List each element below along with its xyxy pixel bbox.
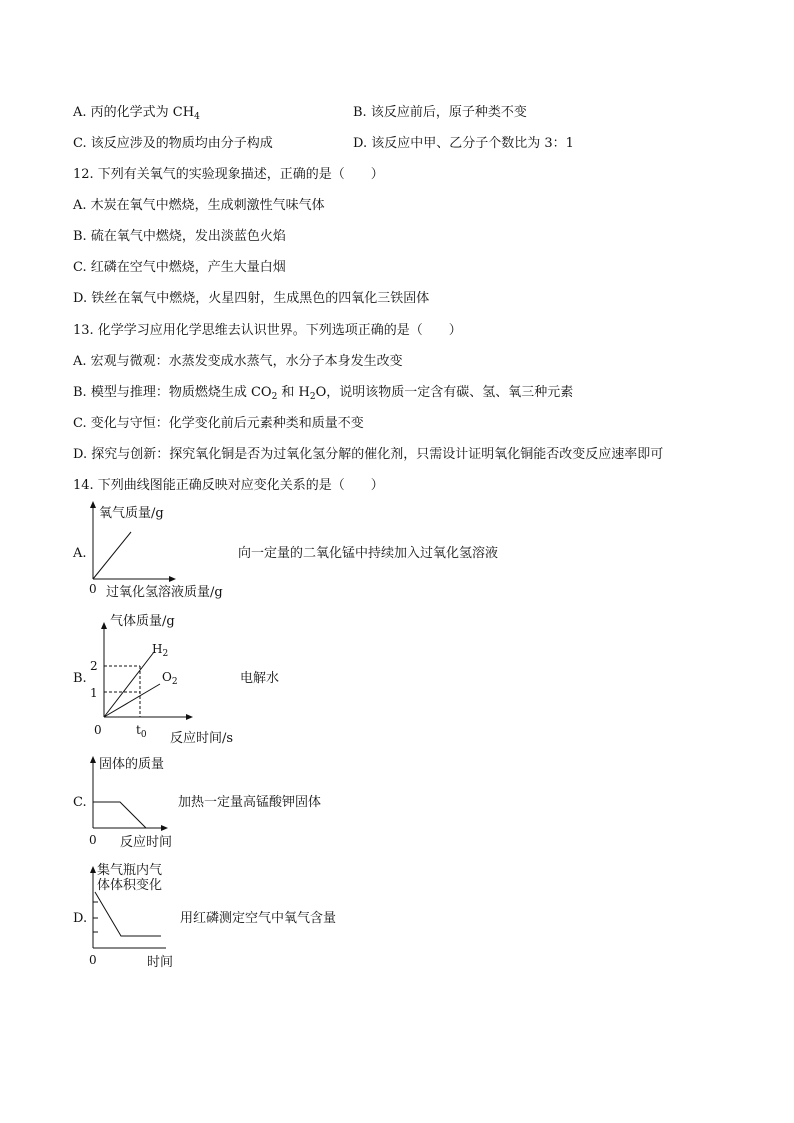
q14-stem: 14. 下列曲线图能正确反映对应变化关系的是（ ）: [73, 478, 384, 493]
x-tick-t0: $t_0$: [136, 723, 147, 740]
q13-option-b: B. 模型与推理：物质燃烧生成 $CO_2$ 和 $H_2O$，说明该物质一定含有碳、氢、氧三种元素: [73, 385, 574, 402]
origin-label: 0: [89, 953, 97, 967]
q14-option-a-graph: [84, 500, 254, 605]
y-axis-arrow: [90, 501, 96, 508]
q14-option-c-description: 加热一定量高锰酸钾固体: [178, 795, 322, 810]
q14-option-d-graph: [84, 858, 194, 973]
q14-option-a-letter: A.: [73, 546, 87, 561]
label-h2: $H_2$: [152, 642, 169, 659]
q14-option-b-graph: [84, 608, 254, 748]
x-axis-arrow: [169, 576, 176, 582]
y-axis-label: 固体的质量: [99, 757, 165, 772]
tick-1: 1: [90, 686, 98, 700]
q12-option-c: C. 红磷在空气中燃烧，产生大量白烟: [73, 260, 286, 275]
x-axis-arrow: [186, 714, 193, 720]
origin-label: 0: [94, 723, 102, 737]
y-axis-label: 氧气质量/g: [99, 506, 164, 521]
q14-option-c-letter: C.: [73, 795, 87, 810]
y-axis-label: 气体质量/g: [110, 614, 175, 629]
q14-option-b-description: 电解水: [240, 671, 280, 686]
origin-label: 0: [89, 833, 97, 847]
q14-option-a-description: 向一定量的二氧化锰中持续加入过氧化氢溶液: [238, 546, 499, 561]
q13-option-c: C. 变化与守恒：化学变化前后元素种类和质量不变: [73, 416, 364, 431]
x-axis-label: 过氧化氢溶液质量/g: [106, 585, 223, 600]
q13-option-d: D. 探究与创新：探究氧化铜是否为过氧化氢分解的催化剂，只需设计证明氧化铜能否改变反应速率即可: [73, 447, 664, 462]
q12-stem: 12. 下列有关氧气的实验现象描述，正确的是（ ）: [73, 167, 384, 182]
q12-option-a: A. 木炭在氧气中燃烧，生成刺激性气味气体: [73, 198, 325, 213]
x-axis-label: 反应时间/s: [170, 731, 234, 746]
y-axis-arrow: [101, 622, 107, 629]
y-axis-label-line-1: 集气瓶内气: [97, 863, 163, 878]
curve-gas-volume: [95, 892, 161, 936]
q11-option-c: C. 该反应涉及的物质均由分子构成: [73, 136, 273, 151]
q14-option-b-letter: B.: [73, 671, 87, 686]
q13-option-a: A. 宏观与微观：水蒸发变成水蒸气，水分子本身发生改变: [73, 354, 403, 369]
label-o2: $O_2$: [162, 670, 178, 687]
curve-solid-mass: [93, 802, 146, 828]
q11-option-d: D. 该反应中甲、乙分子个数比为 3：1: [353, 136, 574, 151]
y-axis-arrow: [90, 866, 96, 873]
q14-option-c-graph: [84, 752, 194, 852]
q13-stem: 13. 化学学习应用化学思维去认识世界。下列选项正确的是（ ）: [73, 323, 462, 338]
x-axis-label: 反应时间: [120, 835, 173, 850]
origin-label: 0: [89, 582, 97, 596]
curve-o2: [104, 684, 160, 717]
y-axis-label-line-2: 体体积变化: [97, 878, 163, 893]
curve-h2: [104, 652, 154, 717]
q14-option-d-description: 用红磷测定空气中氧气含量: [180, 911, 337, 926]
q14-option-d-letter: D.: [73, 911, 88, 926]
q11-option-b: B. 该反应前后，原子种类不变: [353, 105, 527, 120]
q11-option-a: A. 丙的化学式为 $CH_4$: [73, 105, 200, 122]
x-axis-arrow: [161, 825, 168, 831]
tick-2: 2: [90, 659, 98, 673]
y-axis-arrow: [90, 756, 96, 763]
curve-oxygen: [93, 532, 131, 579]
q12-option-b: B. 硫在氧气中燃烧，发出淡蓝色火焰: [73, 229, 286, 244]
x-axis-label: 时间: [147, 955, 174, 970]
q12-option-d: D. 铁丝在氧气中燃烧，火星四射，生成黑色的四氧化三铁固体: [73, 291, 430, 306]
